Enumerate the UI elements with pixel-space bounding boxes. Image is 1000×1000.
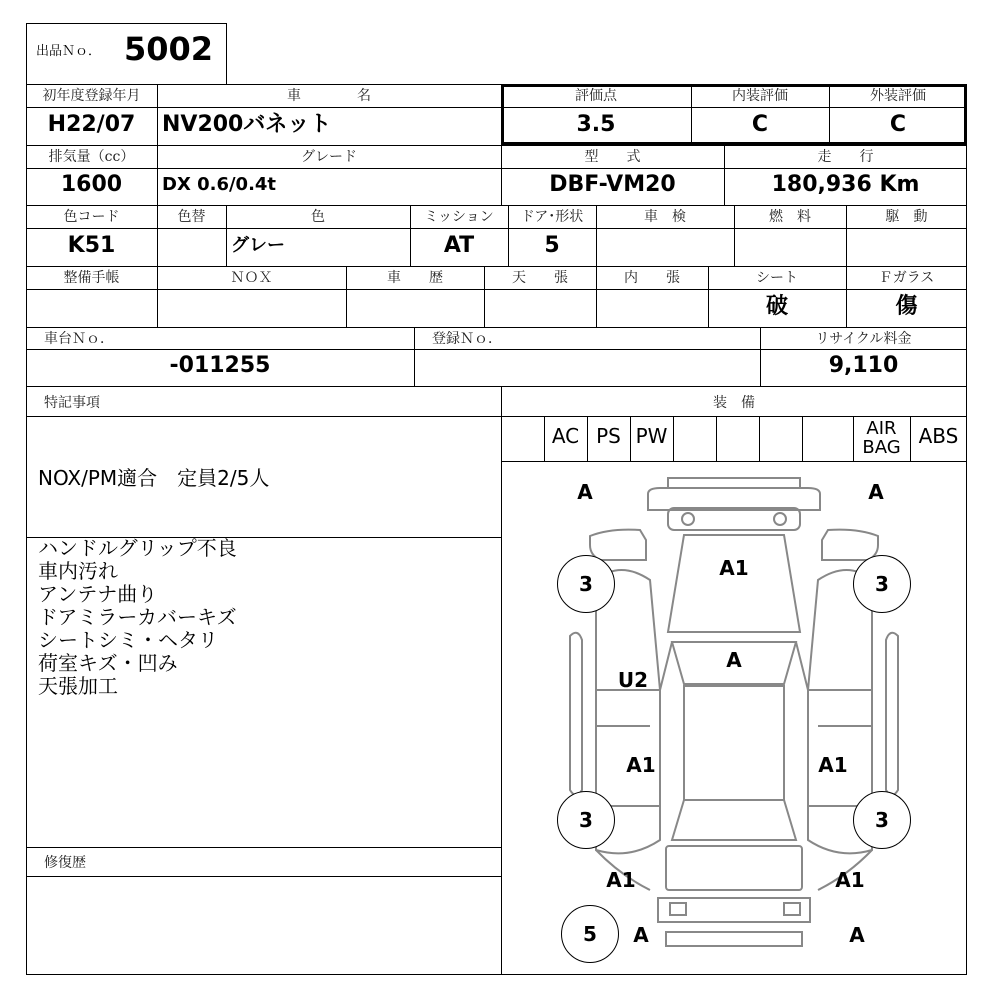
list-item: ハンドルグリップ不良 bbox=[38, 536, 237, 560]
front-bumper bbox=[668, 478, 800, 488]
spare-tire: 5 bbox=[561, 905, 619, 963]
rear-bumper bbox=[658, 898, 810, 922]
equip-ac: AC bbox=[551, 424, 580, 448]
recycle-label: リサイクル料金 bbox=[815, 331, 912, 347]
damage-windshield: A bbox=[726, 648, 742, 672]
drive-value bbox=[846, 229, 967, 263]
right-front-fender bbox=[822, 530, 878, 560]
exterior-label: 外装評価 bbox=[870, 88, 926, 104]
list-item: シートシミ・ヘタリ bbox=[38, 628, 218, 652]
exterior-value: C bbox=[889, 112, 907, 137]
repaint-label: 色替 bbox=[177, 209, 206, 225]
lot-label: 出品Ｎｏ． bbox=[36, 44, 102, 59]
year-value: H22/07 bbox=[47, 112, 136, 137]
reg-value bbox=[414, 349, 760, 383]
mileage-label: 走 行 bbox=[817, 149, 874, 165]
mission-value: AT bbox=[443, 233, 475, 258]
fuel-label: 燃 料 bbox=[769, 209, 811, 225]
inspection-value bbox=[596, 229, 734, 263]
name-label: 車 名 bbox=[287, 88, 371, 104]
damage-front-left: A bbox=[577, 480, 593, 504]
front-grille bbox=[648, 488, 820, 510]
right-door-line bbox=[808, 690, 872, 806]
list-item: アンテナ曲り bbox=[38, 582, 158, 606]
history-label: 車 歴 bbox=[387, 270, 443, 286]
notes-list bbox=[38, 537, 237, 698]
equip-airbag-1: AIR bbox=[866, 418, 897, 439]
tire-rear-left: 3 bbox=[557, 791, 615, 849]
seat-value: 破 bbox=[765, 294, 788, 319]
car-diagram bbox=[502, 462, 966, 974]
repaint-value bbox=[157, 229, 226, 263]
damage-rear-right: A bbox=[849, 923, 865, 947]
mileage-value: 180,936 Km bbox=[771, 172, 920, 197]
door-label: ドア･形状 bbox=[520, 209, 584, 225]
roof bbox=[684, 686, 784, 800]
chassis-value: -011255 bbox=[169, 353, 271, 378]
tire-front-left: 3 bbox=[557, 555, 615, 613]
drive-label: 駆 動 bbox=[885, 209, 928, 225]
roof-label: 天 張 bbox=[512, 270, 568, 286]
damage-left-front-door: U2 bbox=[617, 668, 649, 692]
equip-ps: PS bbox=[596, 424, 621, 448]
damage-right-rear-door: A1 bbox=[818, 753, 848, 777]
back-door bbox=[666, 846, 802, 890]
seat-label: シート bbox=[756, 270, 798, 286]
notes-line1: NOX/PM適合 定員2/5人 bbox=[38, 466, 270, 490]
equip-airbag-2: BAG bbox=[862, 437, 901, 458]
recycle-value: 9,110 bbox=[828, 353, 899, 378]
right-mirror bbox=[886, 633, 898, 795]
chassis-label: 車台Ｎｏ． bbox=[44, 331, 114, 347]
model-label: 型 式 bbox=[584, 149, 641, 165]
list-item: 天張加工 bbox=[38, 674, 118, 698]
damage-front-right: A bbox=[868, 480, 884, 504]
interior-value: C bbox=[751, 112, 769, 137]
nox-label: ＮＯＸ bbox=[230, 270, 273, 286]
damage-right-quarter: A1 bbox=[835, 868, 865, 892]
color-label: 色 bbox=[311, 209, 325, 225]
interior-label: 内装評価 bbox=[732, 88, 788, 104]
left-door-line bbox=[596, 690, 660, 806]
rear-window bbox=[672, 800, 796, 840]
color-code-value: K51 bbox=[67, 233, 116, 258]
door-value: 5 bbox=[544, 233, 560, 258]
notes-label: 特記事項 bbox=[44, 395, 100, 411]
left-mirror bbox=[570, 633, 582, 795]
inspection-label: 車 検 bbox=[644, 209, 686, 225]
grade-label: グレード bbox=[301, 149, 357, 165]
list-item: ドアミラーカバーキズ bbox=[38, 605, 237, 629]
model-value: DBF-VM20 bbox=[549, 172, 676, 197]
displacement-label: 排気量（cc） bbox=[48, 149, 135, 165]
score-label: 評価点 bbox=[575, 88, 617, 104]
color-code-label: 色コード bbox=[63, 209, 120, 225]
reg-label: 登録Ｎｏ． bbox=[432, 331, 502, 347]
glass-value: 傷 bbox=[895, 294, 918, 319]
damage-rear-left: A bbox=[633, 923, 649, 947]
name-value: NV200バネット bbox=[162, 112, 332, 137]
grade-value: DX 0.6/0.4t bbox=[162, 174, 277, 195]
year-label: 初年度登録年月 bbox=[42, 88, 141, 104]
color-value: グレー bbox=[231, 235, 285, 256]
interior-trim-label: 内 張 bbox=[624, 270, 680, 286]
damage-hood: A1 bbox=[719, 556, 749, 580]
list-item: 車内汚れ bbox=[38, 559, 118, 583]
equip-abs: ABS bbox=[918, 424, 959, 448]
hood bbox=[668, 535, 800, 632]
maintenance-label: 整備手帳 bbox=[63, 270, 120, 286]
left-front-fender bbox=[590, 530, 646, 560]
damage-left-quarter: A1 bbox=[606, 868, 636, 892]
fuel-value bbox=[734, 229, 846, 263]
displacement-value: 1600 bbox=[60, 172, 123, 197]
tire-rear-right: 3 bbox=[853, 791, 911, 849]
lot-number: 5002 bbox=[124, 30, 214, 68]
damage-left-rear-door: A1 bbox=[626, 753, 656, 777]
right-pillar bbox=[796, 642, 808, 840]
equip-pw: PW bbox=[635, 424, 668, 448]
repair-history-label: 修復歴 bbox=[44, 855, 86, 871]
front-lower-grille bbox=[668, 508, 800, 530]
mission-label: ミッション bbox=[424, 209, 494, 225]
score-value: 3.5 bbox=[576, 112, 616, 137]
equipment-label: 装 備 bbox=[713, 395, 755, 411]
tire-front-right: 3 bbox=[853, 555, 911, 613]
glass-label: Ｆガラス bbox=[878, 270, 935, 286]
list-item: 荷室キズ・凹み bbox=[38, 651, 178, 675]
